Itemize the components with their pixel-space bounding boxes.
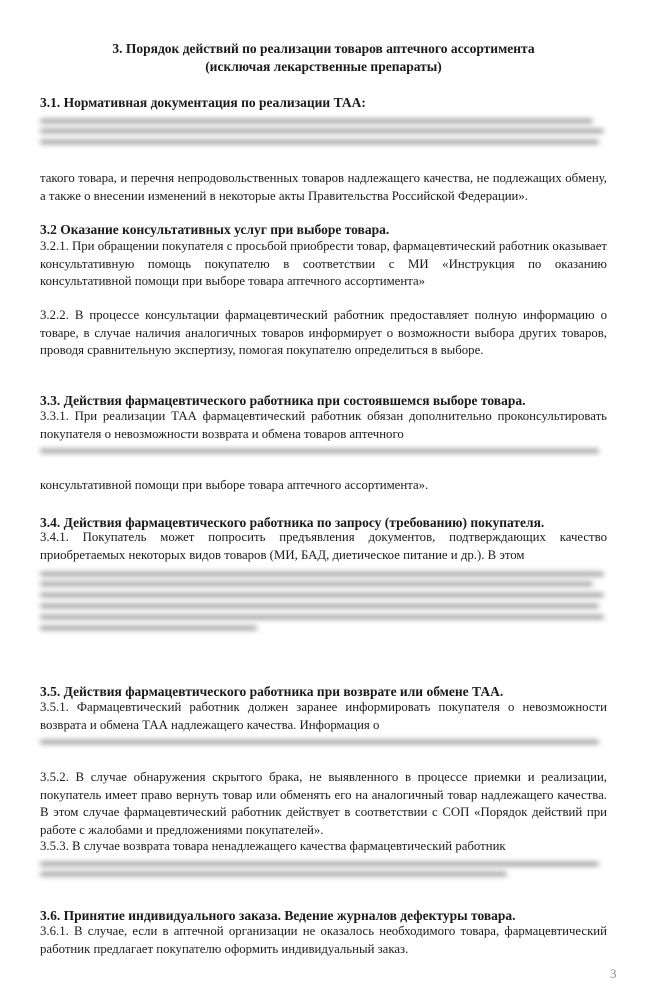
- section-3-4-1-text: 3.4.1. Покупатель может попросить предъявления документов, подтверждающих качество приобретаемых некоторых видов товаров (МИ, БАД, диетическое питание и др.). В этом: [40, 530, 607, 562]
- redacted-block: [40, 442, 610, 459]
- section-3-5-2-text: 3.5.2. В случае обнаружения скрытого брака, не выявленного в процессе приемки и реализации, покупатель имеет право вернуть товар или обменять его на аналогичный товар надлежащего качества. В этом случае фармацевтический работник действует в соответствии с СОП «Порядок действий при работе с жалобами и предложениями покупателей».: [40, 770, 607, 837]
- section-3-5-3-text: 3.5.3. В случае возврата товара ненадлежащего качества фармацевтический работник: [40, 839, 506, 853]
- redacted-block: [40, 565, 610, 636]
- redacted-block: [40, 855, 610, 883]
- page-number: 3: [610, 966, 617, 981]
- section-3-6-heading: 3.6. Принятие индивидуального заказа. Ведение журналов дефектуры товара.: [40, 908, 516, 923]
- section-3-4-heading: 3.4. Действия фармацевтического работника по запросу (требованию) покупателя.: [40, 515, 545, 530]
- section-3-3-heading: 3.3. Действия фармацевтического работника при состоявшемся выборе товара.: [40, 393, 526, 408]
- redacted-block: [40, 733, 610, 750]
- section-3-6-1-text: 3.6.1. В случае, если в аптечной организации не оказалось необходимого товара, фармацевтический работник предлагает покупателю оформить индивидуальный заказ.: [40, 924, 607, 956]
- title-line-2: (исключая лекарственные препараты): [205, 59, 442, 74]
- document-title: [40, 40, 607, 76]
- section-3-5-1-text: 3.5.1. Фармацевтический работник должен заранее информировать покупателя о невозможности возврата и обмена ТАА надлежащего качества. Информация о: [40, 700, 607, 732]
- redacted-block: [40, 112, 610, 151]
- section-3-1-text: такого товара, и перечня непродовольственных товаров надлежащего качества, не подлежащих обмену, а также о внесении изменений в некоторые акты Правительства Российской Федерации».: [40, 171, 607, 203]
- section-3-2-2-text: 3.2.2. В процессе консультации фармацевтический работник предоставляет полную информацию о товаре, в случае наличия аналогичных товаров информирует о возможности выбора других товаров, проводя сравнительную экспертизу, помогая покупателю определиться в выборе.: [40, 308, 607, 357]
- section-3-1-heading: 3.1. Нормативная документация по реализации ТАА:: [40, 95, 366, 110]
- section-3-3-continued-text: консультативной помощи при выборе товара аптечного ассортимента».: [40, 478, 429, 492]
- section-3-5-heading: 3.5. Действия фармацевтического работника при возврате или обмене ТАА.: [40, 684, 504, 699]
- title-line-1: 3. Порядок действий по реализации товаров аптечного ассортимента: [112, 41, 535, 56]
- section-3-3-1-text: 3.3.1. При реализации ТАА фармацевтический работник обязан дополнительно проконсультировать покупателя о невозможности возврата и обмена товаров аптечного: [40, 409, 607, 441]
- section-3-2-1-text: 3.2.1. При обращении покупателя с просьбой приобрести товар, фармацевтический работник оказывает консультативную помощь покупателю в соответствии с МИ «Инструкция по оказанию консультативной помощи при выборе товара аптечного ассортимента»: [40, 239, 607, 288]
- section-3-2-heading: 3.2 Оказание консультативных услуг при выборе товара.: [40, 222, 390, 237]
